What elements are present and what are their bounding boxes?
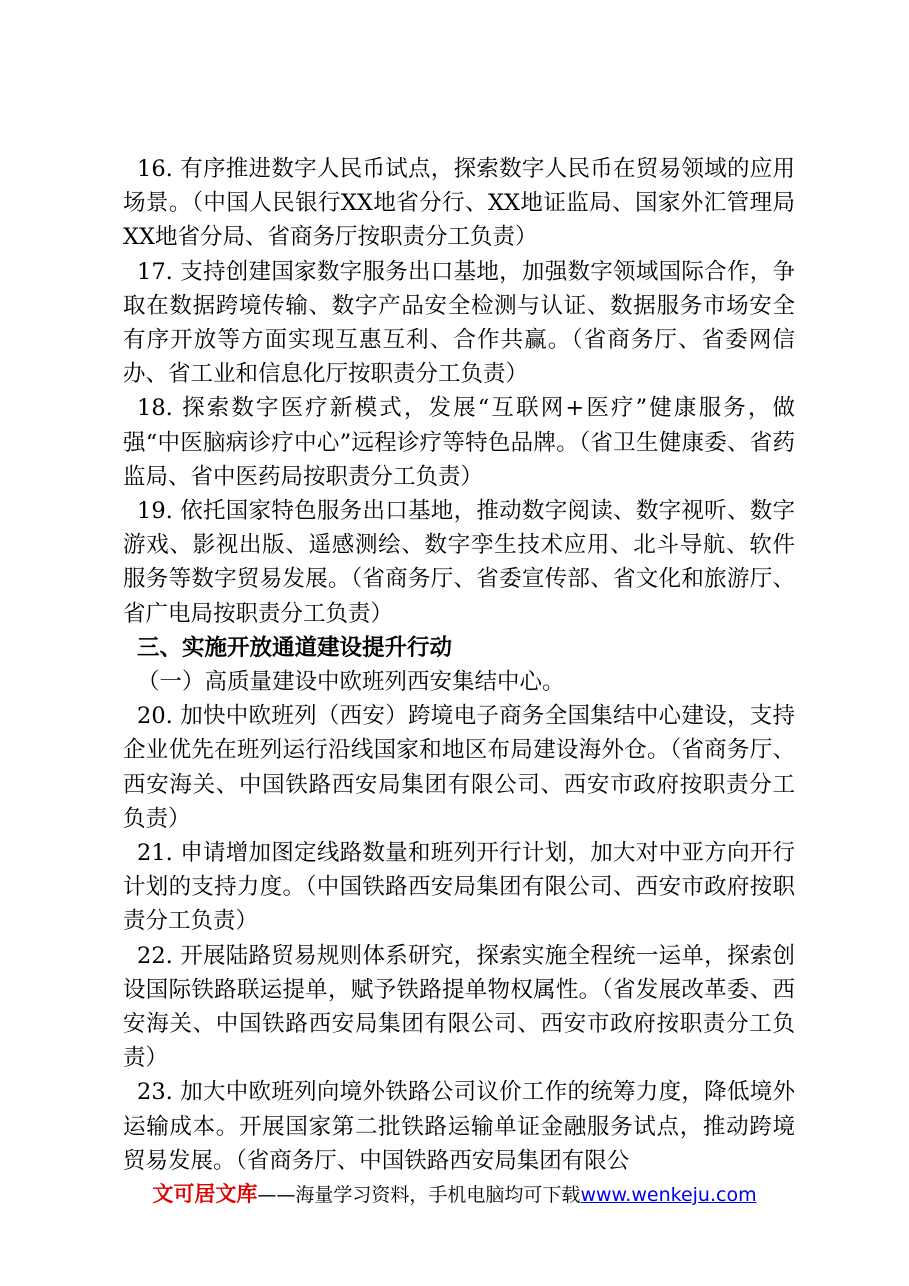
paragraph-21: 21. 申请增加图定线路数量和班列开行计划，加大对中亚方向开行计划的支持力度。（中国铁路西安局集团有限公司、西安市政府按职责分工负责）: [123, 840, 795, 935]
paragraph-19: 19. 依托国家特色服务出口基地，推动数字阅读、数字视听、数字游戏、影视出版、遥感测绘、数字孪生技术应用、北斗导航、软件服务等数字贸易发展。（省商务厅、省委宣传部、省文化和旅游厅、省广电局按职责分工负责）: [123, 498, 795, 627]
paragraph-17: 17. 支持创建国家数字服务出口基地，加强数字领域国际合作，争取在数据跨境传输、数字产品安全检测与认证、数据服务市场安全有序开放等方面实现互惠互利、合作共赢。（省商务厅、省委网信办、省工业和信息化厅按职责分工负责）: [123, 258, 795, 388]
paragraph-23: 23. 加大中欧班列向境外铁路公司议价工作的统筹力度，降低境外运输成本。开展国家第二批铁路运输单证金融服务试点，推动跨境贸易发展。（省商务厅、中国铁路西安局集团有限公: [123, 1079, 795, 1174]
paragraph-20: 20. 加快中欧班列（西安）跨境电子商务全国集结中心建设，支持企业优先在班列运行沿线国家和地区布局建设海外仓。（省商务厅、西安海关、中国铁路西安局集团有限公司、西安市政府按职责分工负责）: [123, 703, 795, 832]
footer-tagline: ——海量学习资料，手机电脑均可下载: [257, 1184, 581, 1206]
paragraph-18: 18. 探索数字医疗新模式，发展“互联网+医疗”健康服务，做强“中医脑病诊疗中心”远程诊疗等特色品牌。（省卫生健康委、省药监局、省中医药局按职责分工负责）: [123, 395, 795, 490]
paragraph-22: 22. 开展陆路贸易规则体系研究，探索实施全程统一运单，探索创设国际铁路联运提单，赋予铁路提单物权属性。（省发展改革委、西安海关、中国铁路西安局集团有限公司、西安市政府按职责分工负责）: [123, 942, 795, 1072]
document-body: [123, 152, 795, 1178]
footer-link[interactable]: www.wenkeju.com: [580, 1184, 757, 1206]
sub-heading: （一）高质量建设中欧班列西安集结中心。: [137, 669, 565, 696]
section-heading: 三、实施开放通道建设提升行动: [137, 634, 453, 661]
footer-brand: 文可居文库: [152, 1182, 258, 1206]
paragraph-16: 16. 有序推进数字人民币试点，探索数字人民币在贸易领域的应用场景。（中国人民银行XX地省分行、XX地证监局、国家外汇管理局XX地省分局、省商务厅按职责分工负责）: [123, 156, 795, 251]
footer-banner: [0, 1180, 909, 1209]
